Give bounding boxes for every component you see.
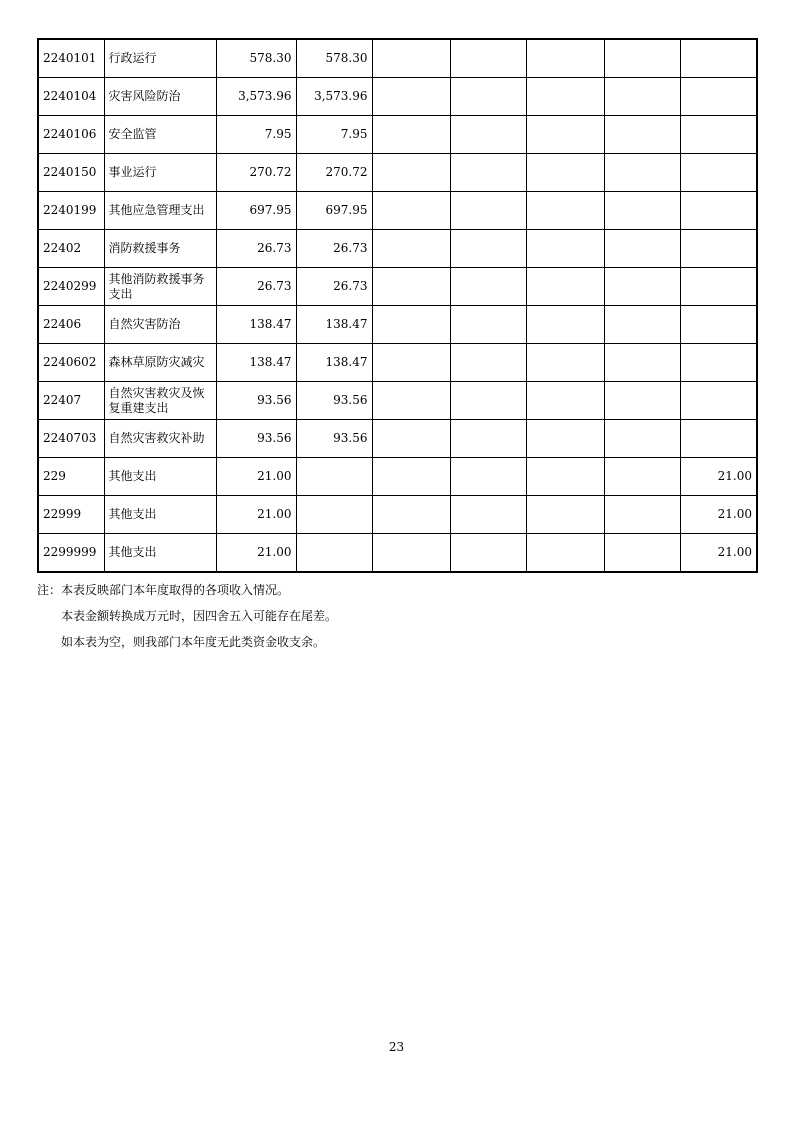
row-code: 2240199 <box>38 192 104 230</box>
row-code: 2240101 <box>38 39 104 78</box>
row-value-3 <box>372 496 450 534</box>
row-value-2: 578.30 <box>296 39 372 78</box>
row-value-2: 7.95 <box>296 116 372 154</box>
row-value-2: 270.72 <box>296 154 372 192</box>
row-value-3 <box>372 116 450 154</box>
row-value-3 <box>372 534 450 573</box>
row-value-6 <box>604 420 680 458</box>
row-name: 灾害风险防治 <box>104 78 216 116</box>
table-row <box>38 534 757 573</box>
table-row <box>38 192 757 230</box>
row-code: 2299999 <box>38 534 104 573</box>
table-row <box>38 116 757 154</box>
row-value-4 <box>450 192 526 230</box>
row-value-7 <box>680 344 757 382</box>
row-value-1: 7.95 <box>216 116 296 154</box>
row-value-6 <box>604 116 680 154</box>
row-value-4 <box>450 420 526 458</box>
row-value-3 <box>372 268 450 306</box>
row-name: 自然灾害救灾及恢复重建支出 <box>104 382 216 420</box>
row-name: 其他应急管理支出 <box>104 192 216 230</box>
row-value-1: 21.00 <box>216 534 296 573</box>
row-name: 事业运行 <box>104 154 216 192</box>
row-value-5 <box>526 306 604 344</box>
row-value-1: 93.56 <box>216 382 296 420</box>
row-value-6 <box>604 534 680 573</box>
row-value-1: 138.47 <box>216 344 296 382</box>
row-code: 22402 <box>38 230 104 268</box>
row-value-7 <box>680 420 757 458</box>
row-value-1: 21.00 <box>216 496 296 534</box>
row-name: 其他支出 <box>104 534 216 573</box>
row-code: 2240106 <box>38 116 104 154</box>
row-value-7 <box>680 154 757 192</box>
row-value-1: 26.73 <box>216 268 296 306</box>
row-value-4 <box>450 344 526 382</box>
row-code: 22406 <box>38 306 104 344</box>
table-row <box>38 306 757 344</box>
row-value-3 <box>372 458 450 496</box>
row-value-2: 138.47 <box>296 344 372 382</box>
row-value-7 <box>680 78 757 116</box>
note-line-1: 注：本表反映部门本年度取得的各项收入情况。 <box>37 583 290 597</box>
table-row <box>38 154 757 192</box>
row-code: 2240299 <box>38 268 104 306</box>
row-value-1: 93.56 <box>216 420 296 458</box>
row-value-3 <box>372 154 450 192</box>
note-line-3: 如本表为空，则我部门本年度无此类资金收支余。 <box>61 635 326 649</box>
row-value-6 <box>604 154 680 192</box>
row-value-7 <box>680 382 757 420</box>
table-row <box>38 382 757 420</box>
row-value-2: 697.95 <box>296 192 372 230</box>
row-value-6 <box>604 382 680 420</box>
row-value-5 <box>526 39 604 78</box>
row-value-5 <box>526 116 604 154</box>
row-value-6 <box>604 268 680 306</box>
note-line-2: 本表金额转换成万元时，因四舍五入可能存在尾差。 <box>61 609 338 623</box>
row-value-1: 138.47 <box>216 306 296 344</box>
table-row <box>38 458 757 496</box>
row-value-7 <box>680 39 757 78</box>
row-value-2: 138.47 <box>296 306 372 344</box>
row-value-1: 578.30 <box>216 39 296 78</box>
row-value-4 <box>450 306 526 344</box>
row-value-6 <box>604 230 680 268</box>
row-value-7 <box>680 306 757 344</box>
row-value-1: 270.72 <box>216 154 296 192</box>
row-name: 自然灾害救灾补助 <box>104 420 216 458</box>
row-value-4 <box>450 39 526 78</box>
row-value-3 <box>372 192 450 230</box>
row-value-2: 93.56 <box>296 420 372 458</box>
row-value-5 <box>526 496 604 534</box>
row-value-6 <box>604 306 680 344</box>
row-value-7 <box>680 268 757 306</box>
row-value-6 <box>604 344 680 382</box>
row-value-3 <box>372 306 450 344</box>
row-value-1: 26.73 <box>216 230 296 268</box>
row-code: 2240104 <box>38 78 104 116</box>
row-name: 行政运行 <box>104 39 216 78</box>
row-name: 安全监管 <box>104 116 216 154</box>
row-value-4 <box>450 268 526 306</box>
row-value-6 <box>604 458 680 496</box>
row-value-3 <box>372 382 450 420</box>
row-value-5 <box>526 78 604 116</box>
row-value-6 <box>604 496 680 534</box>
row-code: 2240602 <box>38 344 104 382</box>
row-value-5 <box>526 230 604 268</box>
row-code: 229 <box>38 458 104 496</box>
table-row <box>38 268 757 306</box>
row-value-2 <box>296 458 372 496</box>
row-value-5 <box>526 534 604 573</box>
row-code: 2240150 <box>38 154 104 192</box>
row-value-3 <box>372 39 450 78</box>
row-value-4 <box>450 496 526 534</box>
row-value-4 <box>450 534 526 573</box>
table-notes <box>37 577 337 655</box>
row-value-6 <box>604 39 680 78</box>
row-value-1: 21.00 <box>216 458 296 496</box>
row-value-2: 26.73 <box>296 268 372 306</box>
row-name: 其他支出 <box>104 496 216 534</box>
page-number: 23 <box>388 1040 405 1054</box>
row-value-7: 21.00 <box>680 458 757 496</box>
row-value-3 <box>372 230 450 268</box>
row-value-5 <box>526 154 604 192</box>
table-row <box>38 78 757 116</box>
row-name: 其他消防救援事务支出 <box>104 268 216 306</box>
income-table <box>37 38 758 573</box>
row-value-2: 26.73 <box>296 230 372 268</box>
row-value-6 <box>604 78 680 116</box>
row-code: 2240703 <box>38 420 104 458</box>
table-row <box>38 39 757 78</box>
row-value-3 <box>372 78 450 116</box>
row-value-2: 3,573.96 <box>296 78 372 116</box>
row-value-4 <box>450 230 526 268</box>
row-value-4 <box>450 458 526 496</box>
row-name: 自然灾害防治 <box>104 306 216 344</box>
row-code: 22999 <box>38 496 104 534</box>
row-value-3 <box>372 420 450 458</box>
row-value-4 <box>450 116 526 154</box>
table-row <box>38 230 757 268</box>
row-value-5 <box>526 458 604 496</box>
row-value-1: 3,573.96 <box>216 78 296 116</box>
row-code: 22407 <box>38 382 104 420</box>
row-value-7: 21.00 <box>680 496 757 534</box>
row-value-7 <box>680 230 757 268</box>
row-value-5 <box>526 382 604 420</box>
row-value-2 <box>296 534 372 573</box>
row-value-5 <box>526 344 604 382</box>
row-value-5 <box>526 420 604 458</box>
row-value-4 <box>450 382 526 420</box>
table-row <box>38 496 757 534</box>
row-value-2 <box>296 496 372 534</box>
row-value-7 <box>680 192 757 230</box>
row-value-5 <box>526 268 604 306</box>
table-row <box>38 420 757 458</box>
row-value-7: 21.00 <box>680 534 757 573</box>
row-value-5 <box>526 192 604 230</box>
row-value-6 <box>604 192 680 230</box>
row-value-1: 697.95 <box>216 192 296 230</box>
table-row <box>38 344 757 382</box>
row-name: 其他支出 <box>104 458 216 496</box>
row-value-7 <box>680 116 757 154</box>
row-name: 消防救援事务 <box>104 230 216 268</box>
row-name: 森林草原防灾减灾 <box>104 344 216 382</box>
table-body <box>38 39 757 572</box>
row-value-4 <box>450 78 526 116</box>
row-value-3 <box>372 344 450 382</box>
row-value-4 <box>450 154 526 192</box>
row-value-2: 93.56 <box>296 382 372 420</box>
